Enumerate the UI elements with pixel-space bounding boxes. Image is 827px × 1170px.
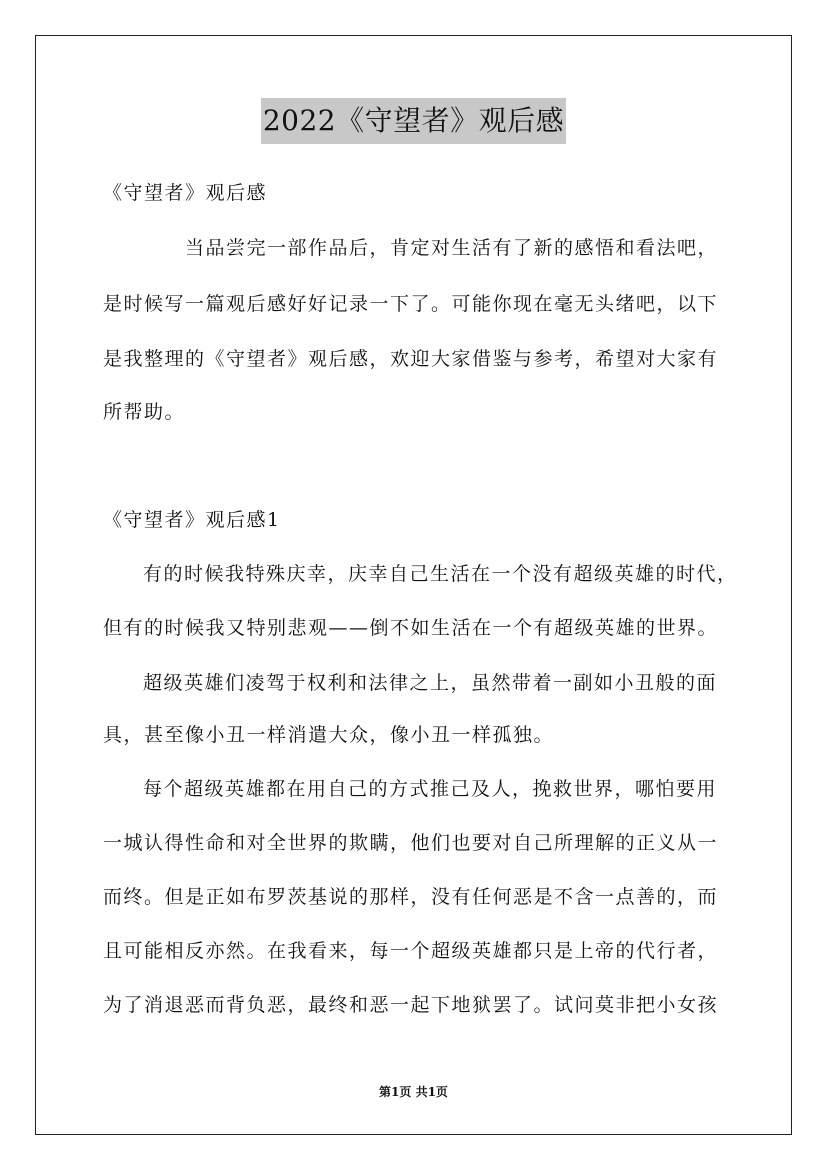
essay-heading: 《守望者》观后感1 bbox=[103, 509, 281, 531]
body-line: 每个超级英雄都在用自己的方式推己及人，挽救世界，哪怕要用 bbox=[143, 778, 718, 800]
intro-line: 是时候写一篇观后感好好记录一下了。可能你现在毫无头绪吧，以下 bbox=[103, 293, 719, 315]
body-line: 有的时候我特殊庆幸，庆幸自己生活在一个没有超级英雄的时代， bbox=[143, 563, 738, 585]
body-line: 而终。但是正如布罗茨基说的那样，没有任何恶是不含一点善的，而 bbox=[103, 886, 719, 908]
body-line: 一城认得性命和对全世界的欺瞒，他们也要对自己所理解的正义从一 bbox=[103, 832, 719, 854]
section-heading: 《守望者》观后感 bbox=[103, 182, 268, 204]
document-title: 2022《守望者》观后感 bbox=[261, 98, 566, 144]
title-wrap bbox=[0, 98, 827, 144]
intro-line: 所帮助。 bbox=[103, 401, 186, 423]
body-line: 具，甚至像小丑一样消遣大众，像小丑一样孤独。 bbox=[103, 724, 555, 746]
body-line: 且可能相反亦然。在我看来，每一个超级英雄都只是上帝的代行者， bbox=[103, 940, 719, 962]
intro-line: 是我整理的《守望者》观后感，欢迎大家借鉴与参考，希望对大家有 bbox=[103, 348, 719, 370]
page-footer: 第1页 共1页 bbox=[379, 1085, 448, 1099]
body-line: 为了消退恶而背负恶，最终和恶一起下地狱罢了。试问莫非把小女孩 bbox=[103, 994, 719, 1016]
body-line: 但有的时候我又特别悲观——倒不如生活在一个有超级英雄的世界。 bbox=[103, 617, 719, 639]
body-line: 超级英雄们凌驾于权利和法律之上，虽然带着一副如小丑般的面 bbox=[143, 672, 718, 694]
intro-line: 当品尝完一部作品后，肯定对生活有了新的感悟和看法吧， bbox=[185, 237, 719, 259]
